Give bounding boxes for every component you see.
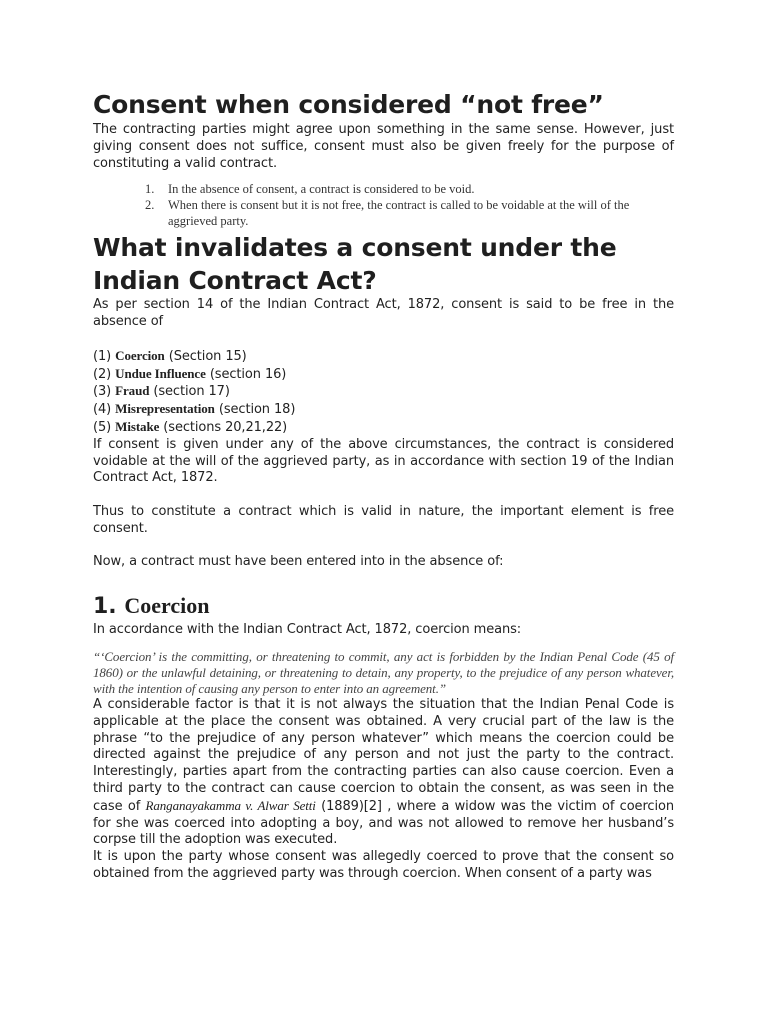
cause-item: (5) Mistake (sections 20,21,22) <box>93 418 288 435</box>
heading-what-invalidates: What invalidates a consent under the Indian Contract Act? <box>93 233 617 296</box>
paragraph-voidable: If consent is given under any of the above circumstances, the contract is considered voidable at the will of the aggrieved party, as in accordance with section 19 of the Indian Contract Act, 1872. <box>93 436 674 486</box>
heading-consent-not-free: Consent when considered “not free” <box>93 90 604 119</box>
cause-item: (1) Coercion (Section 15) <box>93 347 247 364</box>
consent-list <box>93 181 674 229</box>
paragraph-section-14: As per section 14 of the Indian Contract Act, 1872, consent is said to be free in the absence of <box>93 297 674 330</box>
paragraph-free-consent: Thus to constitute a contract which is valid in nature, the important element is free consent. <box>93 503 674 536</box>
list-text: When there is consent but it is not free, the contract is called to be voidable at the will of the aggrieved party. <box>168 198 630 229</box>
paragraph-coercion-intro: In accordance with the Indian Contract Act, 1872, coercion means: <box>93 622 522 638</box>
paragraph-absence-of: Now, a contract must have been entered into in the absence of: <box>93 554 504 570</box>
list-item <box>93 181 668 197</box>
paragraph-intro: The contracting parties might agree upon something in the same sense. However, just giving consent does not suffice, consent must also be given freely for the purpose of constituting a valid contract. <box>93 122 674 171</box>
case-citation: Ranganayakamma v. Alwar Setti <box>145 797 316 813</box>
cause-item: (4) Misrepresentation (section 18) <box>93 401 296 418</box>
cause-item: (2) Undue Influence (section 16) <box>93 365 287 382</box>
causes-list <box>93 348 674 437</box>
list-number: 2. <box>145 198 155 213</box>
cause-item: (3) Fraud (section 17) <box>93 383 230 400</box>
list-text: In the absence of consent, a contract is considered to be void. <box>168 182 475 197</box>
coercion-definition-quote: “‘Coercion’ is the committing, or threatening to commit, any act is forbidden by the Indian Penal Code (45 of 1860) or the unlawful detaining, or threatening to detain, any property, to the prejudice of any person whatever, with the intention of causing any person to enter into an agreement.” <box>93 648 674 696</box>
document-content <box>93 88 674 883</box>
heading-coercion: 1. Coercion <box>93 593 210 620</box>
paragraph-coercion-body: A considerable factor is that it is not always the situation that the Indian Penal Code is applicable at the place the consent was obtained. A very crucial part of the law is the phrase “to the prejudice of any person whatever” which means the coercion could be directed against the prejudice of any person and not just the party to the contract. Interestingly, parties apart from the contracting parties can also cause coercion. Even a third party to the contract can cause coercion to obtain the consent, as was seen in the case of Ranganayakamma v. Alwar Setti (1889)[2] , where a widow was the victim of coercion for she was coerced into adopting a boy, and was not allowed to remove her husband’s corpse till the adoption was executed. <box>93 696 674 848</box>
paragraph-burden-of-proof: It is upon the party whose consent was allegedly coerced to prove that the consent so obtained from the aggrieved party was through coercion. When consent of a party was <box>93 849 674 881</box>
list-item <box>93 197 668 229</box>
list-number: 1. <box>145 182 155 197</box>
